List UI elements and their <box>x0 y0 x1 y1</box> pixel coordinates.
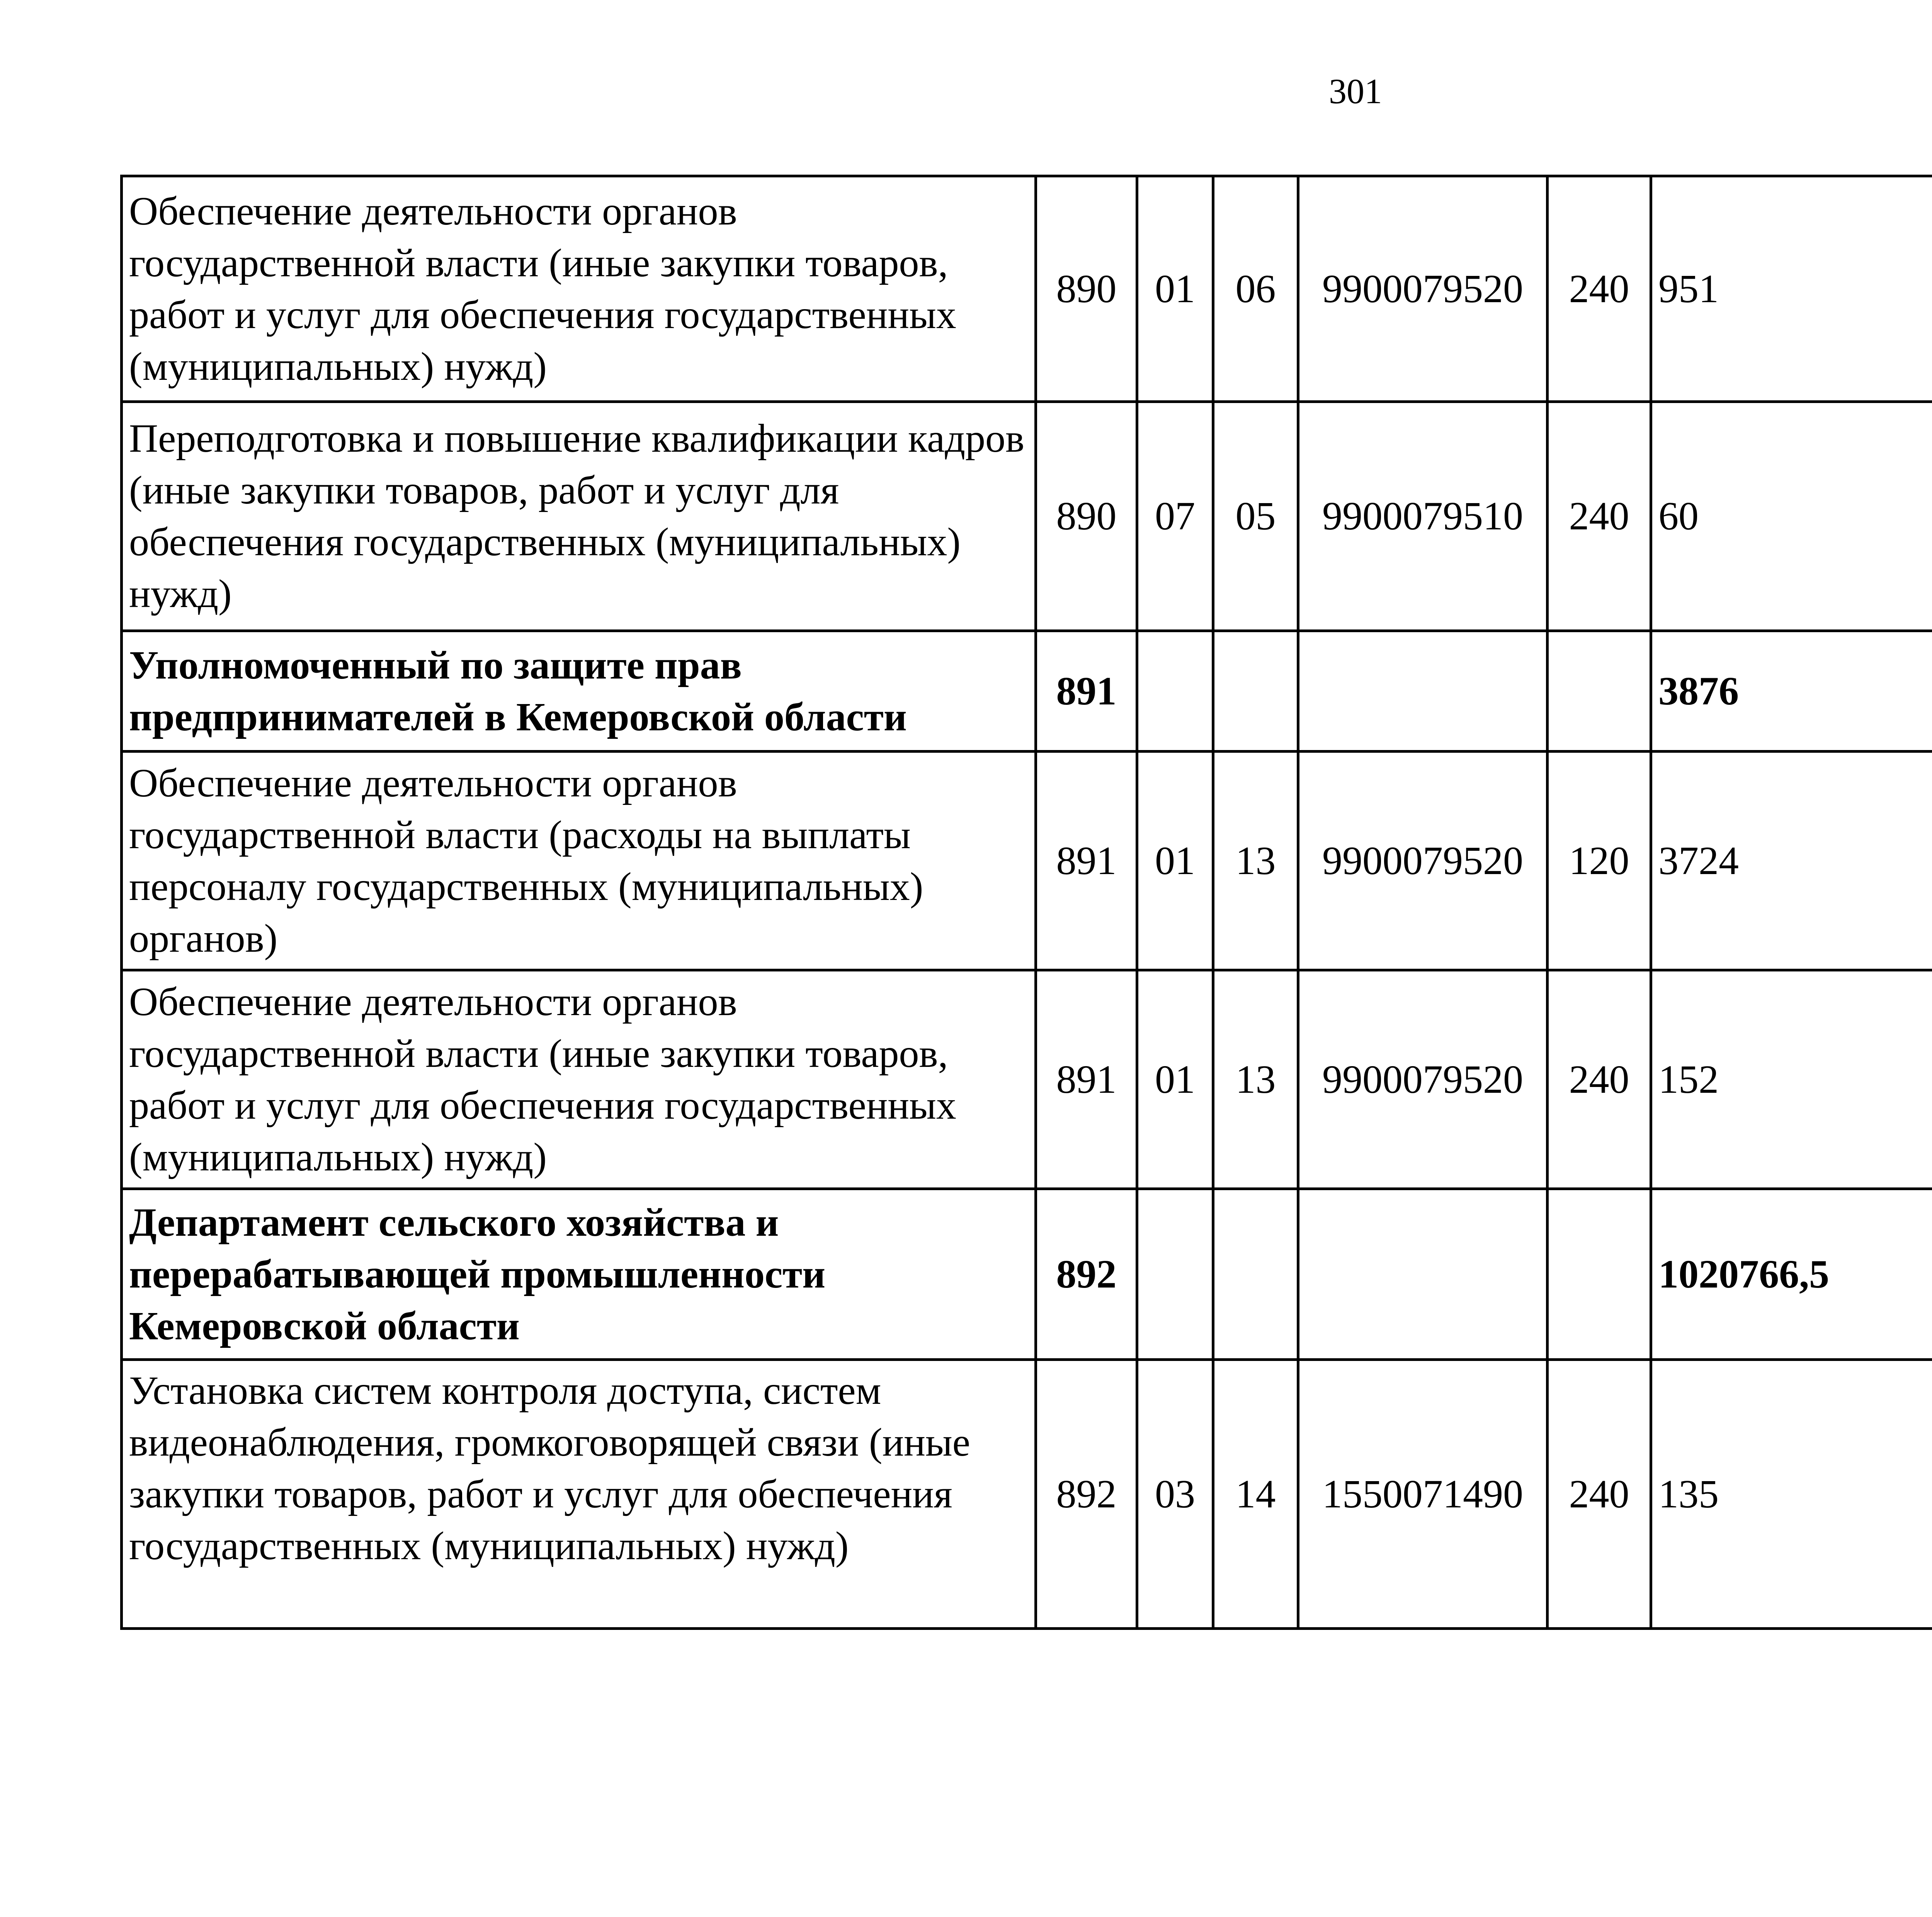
section-code: 07 <box>1137 402 1213 631</box>
page-number: 301 <box>1329 71 1382 111</box>
expense-type-code: 240 <box>1548 970 1651 1189</box>
ministry-code: 891 <box>1036 970 1137 1189</box>
ministry-code: 890 <box>1036 402 1137 631</box>
table-row <box>122 970 1932 1189</box>
expense-type-code <box>1548 631 1651 752</box>
subsection-code: 13 <box>1213 752 1298 970</box>
row-name: Уполномоченный по защите прав предпринимателей в Кемеровской области <box>122 631 1036 752</box>
ministry-code: 891 <box>1036 752 1137 970</box>
expense-type-code: 120 <box>1548 752 1651 970</box>
budget-table <box>120 175 1932 1630</box>
table-row <box>122 1360 1932 1629</box>
amount-year-1: 3876 <box>1651 631 1932 752</box>
section-code <box>1137 631 1213 752</box>
amount-year-1: 1020766,5 <box>1651 1189 1932 1360</box>
amount-year-1: 951 <box>1651 176 1932 402</box>
target-article-code: 9900079520 <box>1298 176 1548 402</box>
amount-year-1: 152 <box>1651 970 1932 1189</box>
target-article-code: 9900079520 <box>1298 970 1548 1189</box>
expense-type-code <box>1548 1189 1651 1360</box>
subsection-code: 05 <box>1213 402 1298 631</box>
section-code: 03 <box>1137 1360 1213 1629</box>
section-code: 01 <box>1137 176 1213 402</box>
expense-type-code: 240 <box>1548 1360 1651 1629</box>
table-row <box>122 176 1932 402</box>
target-article-code: 1550071490 <box>1298 1360 1548 1629</box>
ministry-code: 890 <box>1036 176 1137 402</box>
row-name: Обеспечение деятельности органов государственной власти (расходы на выплаты персоналу государственных (муниципальных) органов) <box>122 752 1036 970</box>
subsection-code <box>1213 1189 1298 1360</box>
row-name: Установка систем контроля доступа, систем видеонаблюдения, громкоговорящей связи (иные закупки товаров, работ и услуг для обеспечения государственных (муниципальных) нужд) <box>122 1360 1036 1629</box>
target-article-code <box>1298 631 1548 752</box>
ministry-code: 892 <box>1036 1360 1137 1629</box>
row-name: Переподготовка и повышение квалификации кадров (иные закупки товаров, работ и услуг для обеспечения государственных (муниципальных) нужд) <box>122 402 1036 631</box>
amount-year-1: 60 <box>1651 402 1932 631</box>
table-row <box>122 1189 1932 1360</box>
amount-year-1: 3724 <box>1651 752 1932 970</box>
subsection-code: 06 <box>1213 176 1298 402</box>
subsection-code: 14 <box>1213 1360 1298 1629</box>
ministry-code: 892 <box>1036 1189 1137 1360</box>
row-name: Департамент сельского хозяйства и перерабатывающей промышленности Кемеровской области <box>122 1189 1036 1360</box>
target-article-code <box>1298 1189 1548 1360</box>
row-name: Обеспечение деятельности органов государственной власти (иные закупки товаров, работ и услуг для обеспечения государственных (муниципальных) нужд) <box>122 176 1036 402</box>
amount-year-1: 135 <box>1651 1360 1932 1629</box>
row-name: Обеспечение деятельности органов государственной власти (иные закупки товаров, работ и услуг для обеспечения государственных (муниципальных) нужд) <box>122 970 1036 1189</box>
target-article-code: 9900079510 <box>1298 402 1548 631</box>
section-code: 01 <box>1137 970 1213 1189</box>
ministry-code: 891 <box>1036 631 1137 752</box>
target-article-code: 9900079520 <box>1298 752 1548 970</box>
table-row <box>122 402 1932 631</box>
subsection-code <box>1213 631 1298 752</box>
section-code: 01 <box>1137 752 1213 970</box>
section-code <box>1137 1189 1213 1360</box>
subsection-code: 13 <box>1213 970 1298 1189</box>
table-row <box>122 752 1932 970</box>
expense-type-code: 240 <box>1548 402 1651 631</box>
expense-type-code: 240 <box>1548 176 1651 402</box>
table-row <box>122 631 1932 752</box>
